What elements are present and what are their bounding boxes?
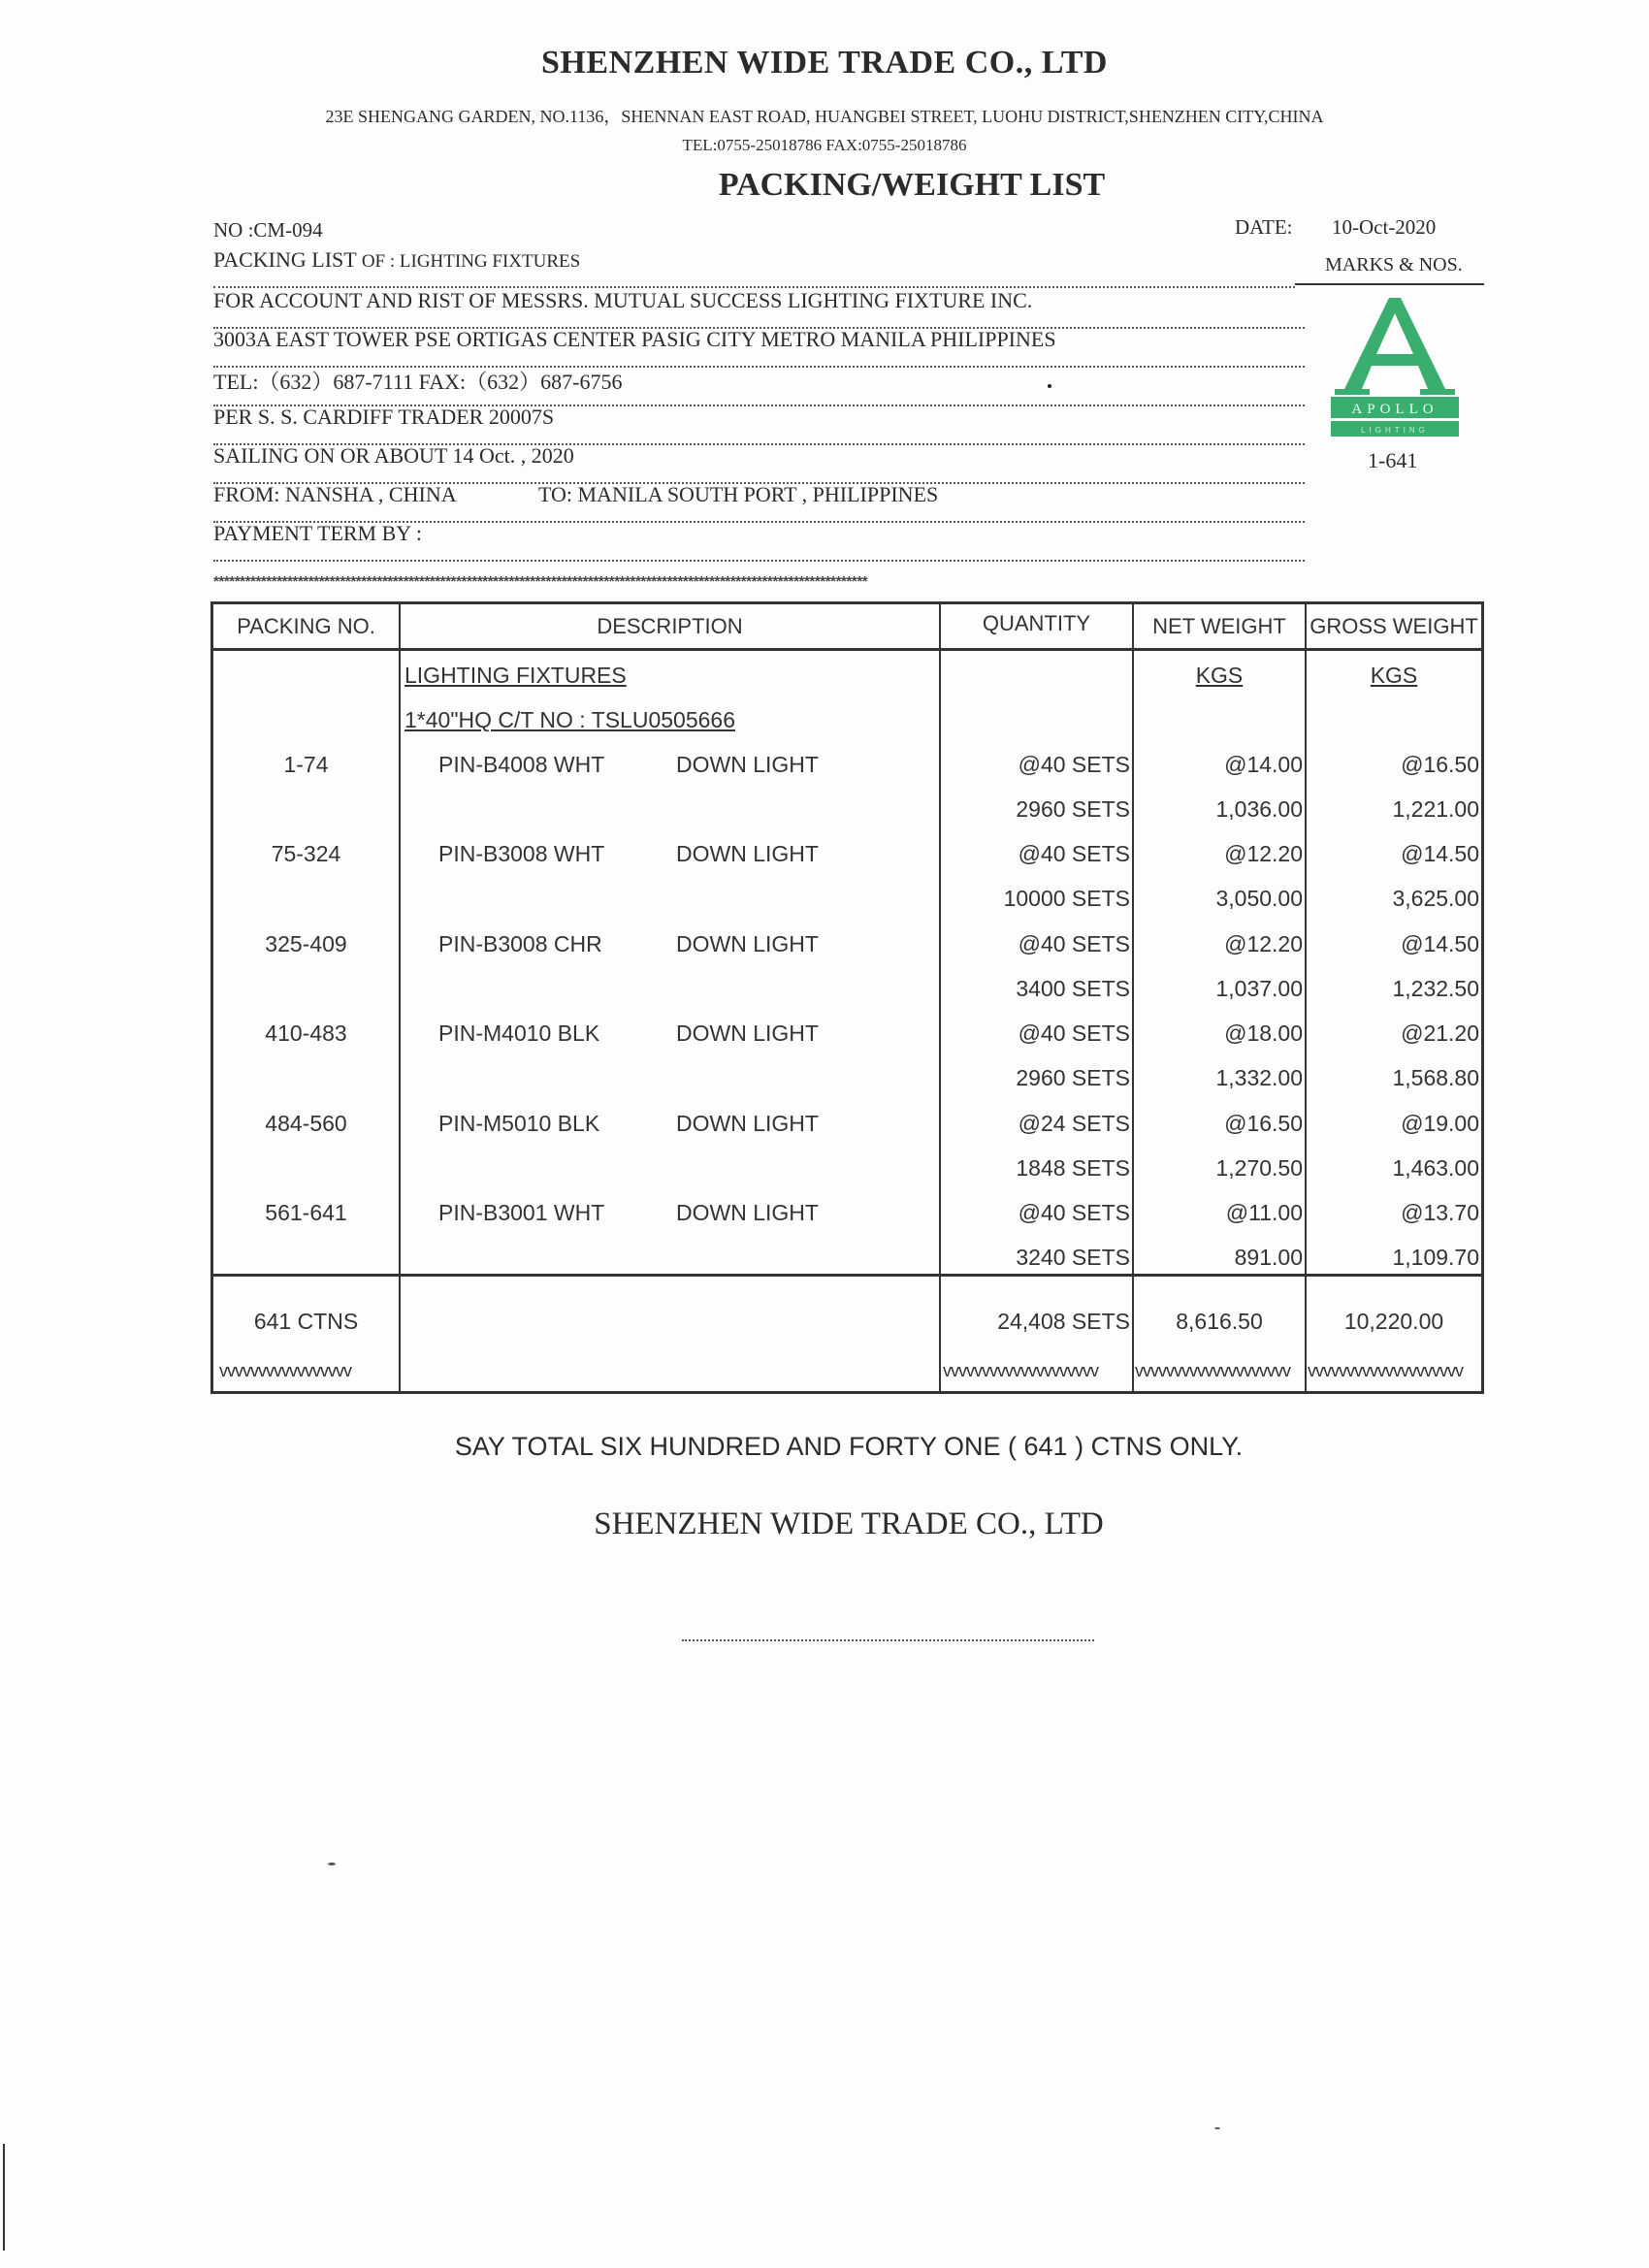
apollo-logo-subtitle: LIGHTING [1361,426,1429,435]
row-quantity-per-carton: @40 SETS [1018,752,1130,777]
header-gross-weight: GROSS WEIGHT [1310,614,1478,638]
vvv-mark: vvvvvvvvvvvvvvvvvvvv [943,1361,1098,1380]
row-net-weight-total: 3,050.00 [1215,886,1303,911]
row-gross-weight-per-carton: @21.20 [1401,1021,1479,1046]
net-weight-unit: KGS [1195,663,1244,688]
company-address: 23E SHENGANG GARDEN, NO.1136，SHENNAN EAST ROAD, HUANGBEI STREET, LUOHU DISTRICT,SHENZHEN CITY,CHINA [325,107,1324,126]
packing-list-of-line [213,247,1295,288]
signature-line[interactable] [682,1639,1094,1641]
row-gross-weight-total: 1,568.80 [1392,1065,1479,1090]
row-gross-weight-per-carton: @14.50 [1401,931,1479,956]
row-quantity-total: 3400 SETS [1016,976,1130,1001]
row-quantity-per-carton: @24 SETS [1018,1111,1130,1136]
date-label: DATE: [1235,215,1293,239]
packing-list-goods: OF : LIGHTING FIXTURES [361,251,581,272]
marks-range: 1-641 [1368,448,1418,472]
packing-table [210,601,1484,1394]
row-description: DOWN LIGHT [676,931,819,956]
row-net-weight-per-carton: @16.50 [1224,1111,1303,1136]
row-net-weight-total: 891.00 [1234,1245,1303,1270]
row-gross-weight-per-carton: @13.70 [1401,1200,1479,1225]
row-model: PIN-M4010 BLK [438,1021,600,1046]
row-net-weight-per-carton: @12.20 [1224,931,1303,956]
total-gross-weight: 10,220.00 [1343,1309,1444,1334]
total-packing: 641 CTNS [253,1309,359,1334]
from-port: FROM: NANSHA , CHINA [213,482,456,506]
row-quantity-total: 1848 SETS [1016,1155,1130,1181]
row-quantity-total: 2960 SETS [1016,1065,1130,1090]
row-quantity-per-carton: @40 SETS [1018,931,1130,956]
ink-dot [1048,384,1051,388]
row-model: PIN-M5010 BLK [438,1111,600,1136]
row-quantity-per-carton: @40 SETS [1018,1200,1130,1225]
gross-weight-unit: KGS [1370,663,1418,688]
vessel-line: PER S. S. CARDIFF TRADER 20007S [213,405,1305,445]
row-model: PIN-B4008 WHT [438,752,605,777]
row-model: PIN-B3008 WHT [438,841,605,866]
row-net-weight-per-carton: @18.00 [1224,1021,1303,1046]
marks-underline [1295,283,1484,285]
goods-name: LIGHTING FIXTURES [404,663,627,688]
to-port: TO: MANILA SOUTH PORT , PHILIPPINES [538,482,939,506]
document-title: PACKING/WEIGHT LIST [718,167,1106,203]
total-quantity: 24,408 SETS [997,1309,1130,1334]
row-packing-no: 484-560 [265,1111,347,1136]
scan-edge [3,2144,5,2251]
row-quantity-per-carton: @40 SETS [1018,841,1130,866]
row-net-weight-per-carton: @14.00 [1224,752,1303,777]
consignee-contact-line: TEL:（632）687-7111 FAX:（632）687-6756 [213,366,1305,406]
row-packing-no: 410-483 [265,1021,347,1046]
row-description: DOWN LIGHT [676,841,819,866]
row-description: DOWN LIGHT [676,1200,819,1225]
scan-speck [1214,2127,1220,2129]
row-packing-no: 1-74 [283,752,329,777]
vvv-mark: vvvvvvvvvvvvvvvvvvvv [1135,1361,1290,1380]
row-quantity-per-carton: @40 SETS [1018,1021,1130,1046]
scan-speck [328,1863,336,1865]
container-number: 1*40"HQ C/T NO : TSLU0505666 [404,707,735,732]
row-net-weight-total: 1,037.00 [1215,976,1303,1001]
row-net-weight-total: 1,270.50 [1215,1155,1303,1181]
row-description: DOWN LIGHT [676,1111,819,1136]
row-description: DOWN LIGHT [676,752,819,777]
row-gross-weight-per-carton: @19.00 [1401,1111,1479,1136]
sailing-line: SAILING ON OR ABOUT 14 Oct. , 2020 [213,443,1305,484]
vvv-mark: vvvvvvvvvvvvvvvvvvvv [1308,1361,1463,1380]
row-model: PIN-B3001 WHT [438,1200,605,1225]
row-gross-weight-total: 1,221.00 [1392,796,1479,822]
row-packing-no: 561-641 [265,1200,347,1225]
date-value: 10-Oct-2020 [1332,215,1437,239]
row-quantity-total: 3240 SETS [1016,1245,1130,1270]
total-net-weight: 8,616.50 [1176,1309,1263,1334]
route-line [213,482,1305,523]
row-packing-no: 325-409 [265,931,347,956]
row-net-weight-per-carton: @11.00 [1225,1200,1303,1225]
row-net-weight-per-carton: @12.20 [1224,841,1303,866]
company-contact: TEL:0755-25018786 FAX:0755-25018786 [682,136,967,154]
asterisk-separator: **************************************************************************************************************************** [213,573,868,590]
header-description: DESCRIPTION [597,614,743,638]
row-quantity-total: 2960 SETS [1016,796,1130,822]
apollo-logo-letter-a [1335,298,1455,395]
row-gross-weight-total: 1,109.70 [1392,1245,1479,1270]
marks-label: MARKS & NOS. [1325,254,1463,275]
row-model: PIN-B3008 CHR [438,931,602,956]
vvv-mark: vvvvvvvvvvvvvvvvv [219,1361,351,1380]
header-quantity: QUANTITY [982,611,1091,635]
row-gross-weight-total: 3,625.00 [1392,886,1479,911]
apollo-lighting-logo [1331,296,1459,439]
row-gross-weight-per-carton: @14.50 [1401,841,1479,866]
say-total: SAY TOTAL SIX HUNDRED AND FORTY ONE ( 641 ) CTNS ONLY. [454,1432,1244,1461]
payment-term-line: PAYMENT TERM BY : [213,521,1305,562]
row-gross-weight-per-carton: @16.50 [1401,752,1479,777]
totals-divider [213,1274,1481,1277]
row-gross-weight-total: 1,463.00 [1392,1155,1479,1181]
consignee-address-line: 3003A EAST TOWER PSE ORTIGAS CENTER PASIG CITY METRO MANILA PHILIPPINES [213,327,1305,368]
apollo-logo-brand: APOLLO [1351,402,1439,417]
row-quantity-total: 10000 SETS [1003,886,1130,911]
account-line: FOR ACCOUNT AND RIST OF MESSRS. MUTUAL SUCCESS LIGHTING FIXTURE INC. [213,288,1305,329]
row-net-weight-total: 1,332.00 [1215,1065,1303,1090]
row-packing-no: 75-324 [271,841,341,866]
header-net-weight: NET WEIGHT [1152,614,1286,638]
packing-list-label: PACKING LIST [213,247,357,272]
row-description: DOWN LIGHT [676,1021,819,1046]
company-title: SHENZHEN WIDE TRADE CO., LTD [541,45,1108,81]
row-gross-weight-total: 1,232.50 [1392,976,1479,1001]
header-packing-no: PACKING NO. [237,614,375,638]
document-number: NO :CM-094 [213,218,323,242]
row-net-weight-total: 1,036.00 [1215,796,1303,822]
footer-company-name: SHENZHEN WIDE TRADE CO., LTD [594,1507,1104,1541]
